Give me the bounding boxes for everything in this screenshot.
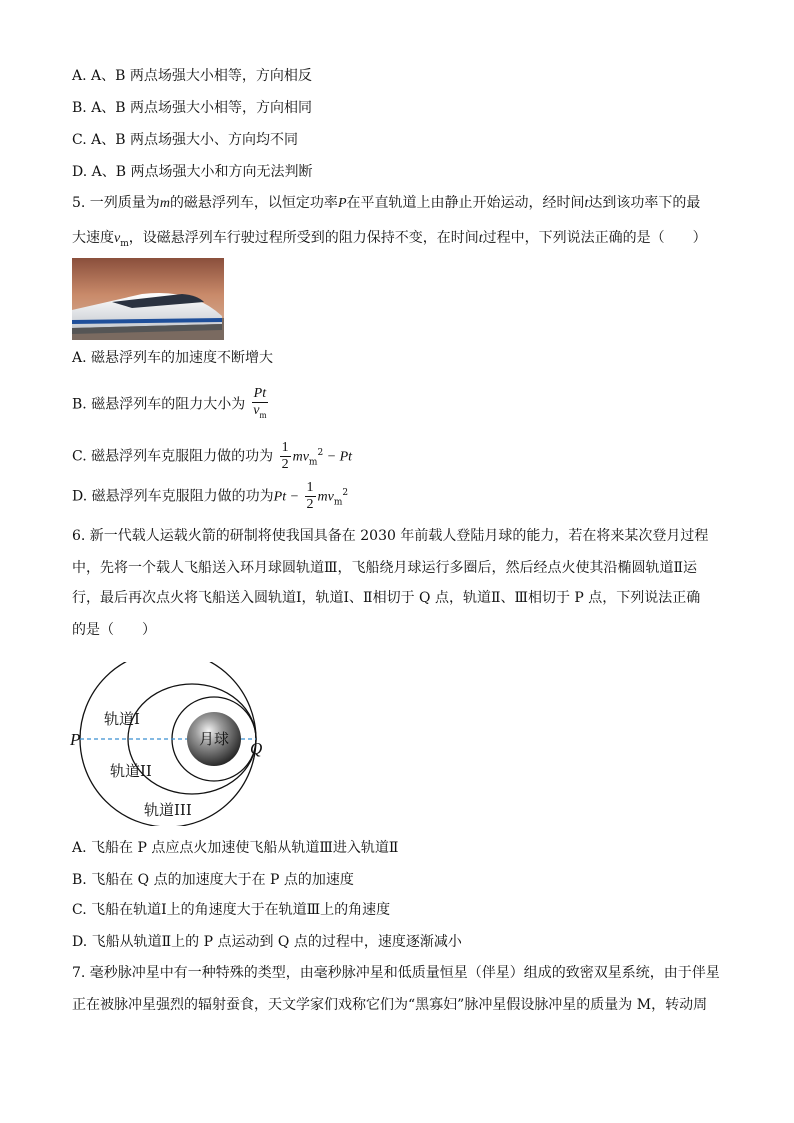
q4-option-a: A. A、B 两点场强大小相等，方向相反 xyxy=(72,68,312,84)
q4-option-c: C. A、B 两点场强大小、方向均不同 xyxy=(72,132,298,148)
var-p: P xyxy=(337,196,347,211)
subscript-m: m xyxy=(120,238,129,249)
moon-label: 月球 xyxy=(198,730,230,748)
superscript-2: 2 xyxy=(317,447,324,458)
fraction-denominator: 2 xyxy=(281,457,289,472)
var-m: m xyxy=(159,196,170,211)
orbit-2-label: 轨道II xyxy=(110,762,152,780)
q5-stem-line1 xyxy=(72,193,700,214)
term-pt-minus: Pt − xyxy=(273,489,303,505)
q5-option-d xyxy=(72,480,348,513)
q6-option-d: D. 飞船从轨道Ⅱ上的 P 点运动到 Q 点的过程中，速度逐渐减小 xyxy=(72,934,462,950)
q6-stem-line3: 行，最后再次点火将飞船送入圆轨道Ⅰ，轨道Ⅰ、Ⅱ相切于 Q 点，轨道Ⅱ、Ⅲ相切于 P 点，下列说法正确 xyxy=(72,590,701,606)
var-v: v xyxy=(253,403,260,418)
q5-text: 过程中，下列说法正确的是（ ） xyxy=(482,230,707,246)
q6-option-b: B. 飞船在 Q 点的加速度大于在 P 点的加速度 xyxy=(72,872,354,888)
q5-text: 大速度 xyxy=(72,230,114,246)
var-v: v xyxy=(114,231,121,246)
q7-stem-line2: 正在被脉冲星强烈的辐射蚕食，天文学家们戏称它们为“黑寡妇”脉冲星假设脉冲星的质量为 M，转动周 xyxy=(72,997,708,1013)
q5-option-c-text: C. 磁悬浮列车克服阻力做的功为 xyxy=(72,448,274,465)
fraction-numerator: 1 xyxy=(306,480,314,495)
orbit-1-label: 轨道I xyxy=(104,710,140,728)
q7-stem-line1: 7. 毫秒脉冲星中有一种特殊的类型，由毫秒脉冲星和低质量恒星（伴星）组成的致密双星系统，由于伴星 xyxy=(72,965,720,981)
maglev-train-image xyxy=(72,258,224,340)
orbit-diagram xyxy=(68,662,268,826)
fraction-numerator: 1 xyxy=(281,440,289,455)
q5-option-c xyxy=(72,440,352,473)
fraction-numerator: Pt xyxy=(253,386,267,401)
q6-stem-line2: 中，先将一个载人飞船送入环月球圆轨道Ⅲ，飞船绕月球运行多圈后，然后经点火使其沿椭圆轨道Ⅱ运 xyxy=(72,560,698,576)
point-p-label: P xyxy=(70,730,81,749)
q5-text: 达到该功率下的最 xyxy=(588,195,701,211)
q4-option-b: B. A、B 两点场强大小相等，方向相同 xyxy=(72,100,313,116)
q5-option-d-text: D. 磁悬浮列车克服阻力做的功为 xyxy=(72,488,274,505)
fraction-denominator xyxy=(252,403,268,423)
q6-stem-line4: 的是（ ） xyxy=(72,622,156,638)
subscript-m: m xyxy=(308,457,318,468)
q6-option-a: A. 飞船在 P 点应点火加速使飞船从轨道Ⅲ进入轨道Ⅱ xyxy=(72,840,399,856)
orbit-3-label: 轨道III xyxy=(144,801,192,819)
var-t: t xyxy=(478,231,483,246)
q6-stem-line1: 6. 新一代载人运载火箭的研制将使我国具备在 2030 年前载人登陆月球的能力，若在将来某次登月过程 xyxy=(72,528,709,544)
q4-option-d: D. A、B 两点场强大小和方向无法判断 xyxy=(72,164,313,180)
subscript-m: m xyxy=(333,497,343,508)
q5-text: 在平直轨道上由静止开始运动，经时间 xyxy=(346,195,585,211)
q5-stem-line2 xyxy=(72,228,707,254)
subscript-m: m xyxy=(259,409,267,420)
fraction-denominator: 2 xyxy=(306,497,314,512)
var-mv: mv xyxy=(292,449,309,465)
var-t: t xyxy=(584,196,589,211)
q5-text: 的磁悬浮列车，以恒定功率 xyxy=(169,195,338,211)
term-minus-pt: − Pt xyxy=(323,449,353,465)
q5-option-b xyxy=(72,386,270,423)
point-q-label: Q xyxy=(250,739,263,758)
q5-option-b-text: B. 磁悬浮列车的阻力大小为 xyxy=(72,396,246,413)
q5-option-a: A. 磁悬浮列车的加速度不断增大 xyxy=(72,350,274,366)
q6-option-c: C. 飞船在轨道Ⅰ上的角速度大于在轨道Ⅲ上的角速度 xyxy=(72,902,391,918)
q5-text: 5. 一列质量为 xyxy=(72,195,160,211)
var-mv: mv xyxy=(317,489,334,505)
fraction-one-half xyxy=(305,480,316,513)
fraction-one-half xyxy=(280,440,291,473)
superscript-2: 2 xyxy=(342,487,349,498)
q5-text: ，设磁悬浮列车行驶过程所受到的阻力保持不变，在时间 xyxy=(128,230,479,246)
fraction-pt-over-vm xyxy=(252,386,268,423)
